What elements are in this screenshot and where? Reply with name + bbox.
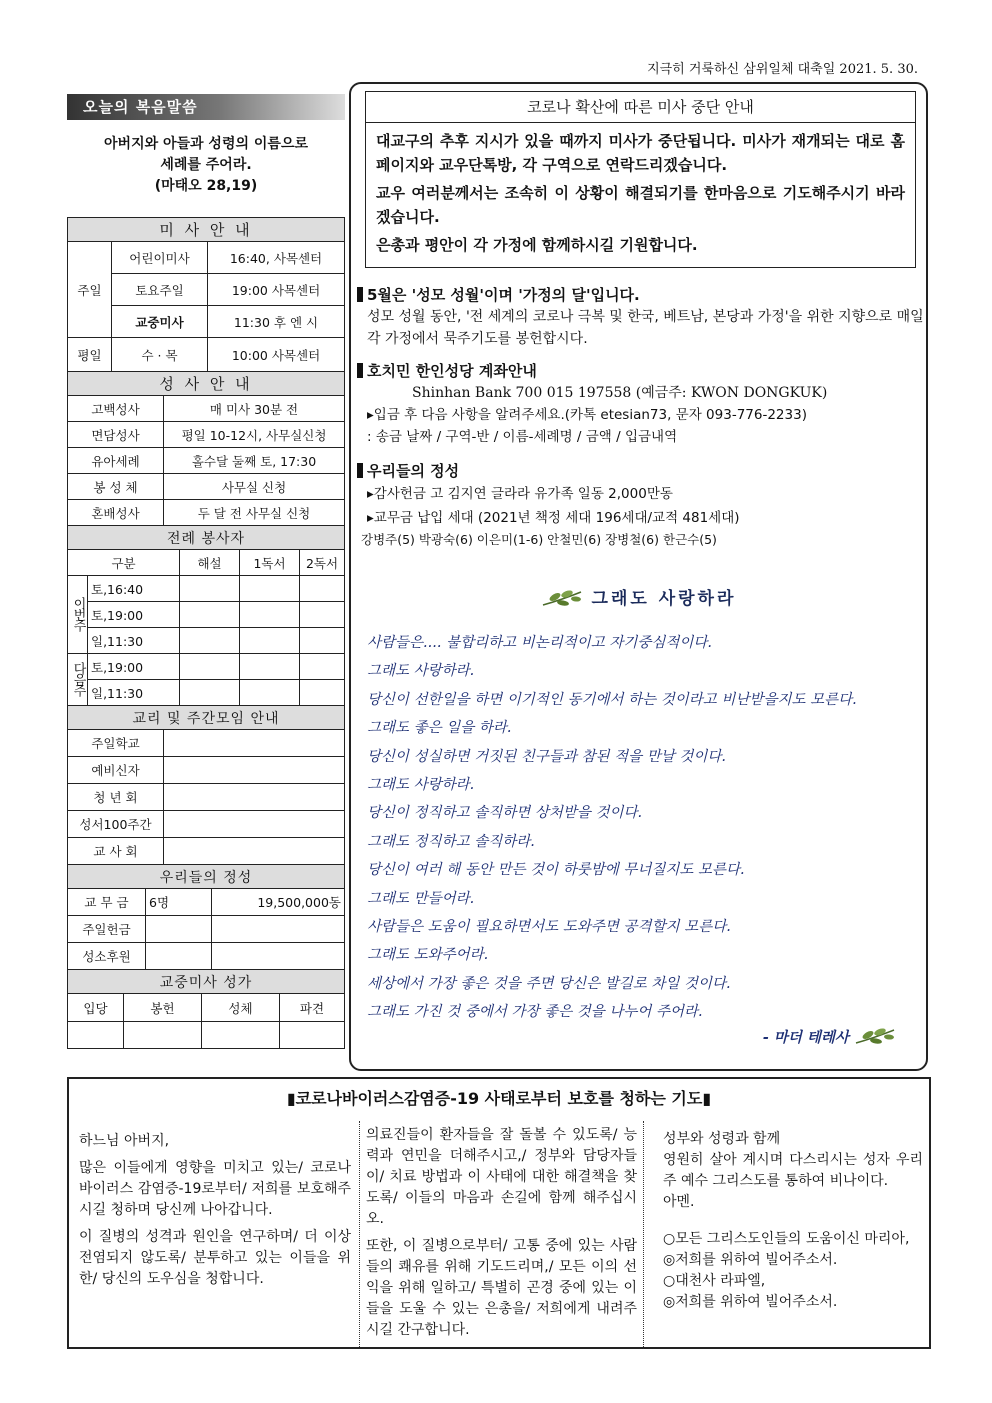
hymn-cell <box>124 1022 202 1049</box>
prayer-column-3 <box>663 1129 923 1313</box>
gospel-heading: 오늘의 복음말씀 <box>67 94 345 120</box>
server-slot: 토,16:40 <box>88 576 180 602</box>
devotion-line: ▸감사헌금 고 김지연 글라라 유가족 일동 2,000만동 <box>367 486 673 502</box>
hymn-col-dismissal: 파견 <box>280 994 345 1022</box>
meeting-value <box>164 838 345 865</box>
sacrament-name: 고백성사 <box>68 396 164 422</box>
this-week-label: 이번주 <box>68 576 88 654</box>
poem-line: 그래도 정직하고 솔직하라. <box>367 833 535 850</box>
hymn-col-entrance: 입당 <box>68 994 124 1022</box>
prayer-column-2 <box>359 1121 644 1347</box>
poem-line: 그래도 도와주어라. <box>367 947 489 964</box>
poem-line: 그래도 만들어라. <box>367 890 475 907</box>
server-cell <box>300 602 345 628</box>
server-cell <box>180 602 240 628</box>
meetings-table <box>67 705 345 865</box>
gospel-line: 세례를 주어라. <box>160 157 252 173</box>
server-slot: 일,11:30 <box>88 628 180 654</box>
server-slot: 토,19:00 <box>88 602 180 628</box>
prayer-paragraph: 하느님 아버지, <box>79 1133 170 1149</box>
mass-time: 16:40, 사목센터 <box>208 242 345 274</box>
sacrament-value: 홀수달 둘째 토, 17:30 <box>164 448 345 474</box>
dues-amount: 19,500,000동 <box>212 889 345 916</box>
poem-body <box>367 629 922 1026</box>
prayer-litany: ○대천사 라파엘, <box>663 1273 766 1289</box>
offering-cell <box>212 943 345 970</box>
sunday-label: 주일 <box>68 242 112 338</box>
account-instruction: ▸입금 후 다음 사항을 알려주세요.(카톡 etesian73, 문자 093-776-2233) <box>367 407 807 423</box>
meeting-value <box>164 784 345 811</box>
meeting-name: 성서100주간 <box>68 811 164 838</box>
meeting-value <box>164 811 345 838</box>
sacrament-name: 유아세례 <box>68 448 164 474</box>
gospel-verse <box>67 120 345 217</box>
hymn-col-offertory: 봉헌 <box>124 994 202 1022</box>
poem-line: 당신이 여러 해 동안 만든 것이 하룻밤에 무너질지도 모른다. <box>367 862 745 879</box>
poem-line: 그래도 좋은 일을 하라. <box>367 720 512 737</box>
col-reading1: 1독서 <box>240 550 300 576</box>
sacrament-value: 사무실 신청 <box>164 474 345 500</box>
prayer-paragraph: 의료진들이 환자들을 잘 돌볼 수 있도록/ 능력과 연민을 더해주시고,/ 정부와 담당자들이/ 치료 방법과 이 사태에 대한 해결책을 찾도록/ 이들의 마음과 손길에 함께 해주십시오. <box>366 1127 637 1227</box>
vocation-support-label: 성소후원 <box>68 943 146 970</box>
meeting-name: 청 년 회 <box>68 784 164 811</box>
mass-suspension-notice <box>365 91 916 268</box>
server-cell <box>240 628 300 654</box>
devotion-line: ▸교무금 납입 세대 (2021년 책정 세대 196세대/교적 481세대) <box>367 510 740 526</box>
sacrament-heading: 성 사 안 내 <box>68 372 345 396</box>
prayer-title: ▮코로나바이러스감염증-19 사태로부터 보호를 청하는 기도▮ <box>286 1089 712 1108</box>
server-cell <box>300 576 345 602</box>
servers-heading: 전례 봉사자 <box>68 526 345 550</box>
next-week-label: 다음주 <box>68 654 88 706</box>
hymn-cell <box>68 1022 124 1049</box>
prayer-litany: ◎저희를 위하여 빌어주소서. <box>663 1294 838 1310</box>
meeting-value <box>164 730 345 757</box>
server-cell <box>300 680 345 706</box>
meeting-value <box>164 757 345 784</box>
poem-signature: - 마더 테레사 <box>763 1026 896 1047</box>
hymns-table <box>67 969 345 1049</box>
server-cell <box>240 680 300 706</box>
mass-name: 수 · 목 <box>112 338 208 372</box>
server-cell <box>240 602 300 628</box>
server-cell <box>180 628 240 654</box>
hymns-heading: 교중미사 성가 <box>68 970 345 994</box>
server-slot: 일,11:30 <box>88 680 180 706</box>
meeting-name: 주일학교 <box>68 730 164 757</box>
meeting-name: 교 사 회 <box>68 838 164 865</box>
meetings-heading: 교리 및 주간모임 안내 <box>68 706 345 730</box>
offering-table <box>67 864 345 970</box>
hymn-cell <box>202 1022 280 1049</box>
bullet-square-icon <box>357 363 363 378</box>
notice-paragraph: 교우 여러분께서는 조속히 이 상황이 해결되기를 한마음으로 기도해주시기 바라겠습니다. <box>376 184 905 226</box>
poem-line: 당신이 성실하면 거짓된 친구들과 참된 적을 만날 것이다. <box>367 748 727 765</box>
account-format: : 송금 날짜 / 구역-반 / 이름-세례명 / 금액 / 입금내역 <box>367 429 678 445</box>
right-column <box>349 82 928 1071</box>
mass-heading: 미 사 안 내 <box>68 218 345 242</box>
notice-paragraph: 은총과 평안이 각 가정에 함께하시길 기원합니다. <box>376 236 698 254</box>
devotion-names: 강병주(5) 박광숙(6) 이은미(1-6) 안철민(6) 장병철(6) 한근수(5) <box>361 532 717 547</box>
server-slot: 토,19:00 <box>88 654 180 680</box>
prayer-paragraph: 또한, 이 질병으로부터/ 고통 중에 있는 사람들의 쾌유를 위해 기도드리며,/ 모든 이의 선익을 위해 일하고/ 특별히 곤경 중에 있는 이들을 도울 수 있는 은총을/ 저희에게 내려주시길 간구합니다. <box>366 1238 637 1338</box>
offering-cell <box>146 916 212 943</box>
server-cell <box>300 654 345 680</box>
sacrament-name: 혼배성사 <box>68 500 164 526</box>
notice-title: 코로나 확산에 따른 미사 중단 안내 <box>366 92 915 123</box>
poem-line: 그래도 사랑하라. <box>367 663 475 680</box>
mass-time: 19:00 사목센터 <box>208 274 345 306</box>
gospel-line: 아버지와 아들과 성령의 이름으로 <box>104 136 308 152</box>
prayer-paragraph: 이 질병의 성격과 원인을 연구하며/ 더 이상 전염되지 않도록/ 분투하고 있는 이들을 위한/ 당신의 도우심을 청합니다. <box>79 1229 351 1287</box>
bullet-square-icon <box>357 463 363 478</box>
server-cell <box>180 654 240 680</box>
sacrament-name: 봉 성 체 <box>68 474 164 500</box>
mass-schedule-table <box>67 217 345 372</box>
notice-body <box>366 123 915 267</box>
leaf-branch-icon <box>854 1026 896 1046</box>
poem-title <box>351 584 926 609</box>
mass-time: 10:00 사목센터 <box>208 338 345 372</box>
servers-table <box>67 525 345 706</box>
mass-name: 어린이미사 <box>112 242 208 274</box>
notice-paragraph: 대교구의 추후 지시가 있을 때까지 미사가 중단됩니다. 미사가 재개되는 대로 홈페이지와 교우단톡방, 각 구역으로 연락드리겠습니다. <box>376 132 905 174</box>
prayer-line: 영원히 살아 계시며 다스리시는 성자 우리 주 예수 그리스도를 통하여 비나이다. <box>663 1152 923 1189</box>
poem-line: 당신이 정직하고 솔직하면 상처받을 것이다. <box>367 805 643 822</box>
left-column <box>67 94 345 1049</box>
server-cell <box>300 628 345 654</box>
offering-cell <box>212 916 345 943</box>
covid-prayer-box <box>67 1077 931 1349</box>
prayer-line: 성부와 성령과 함께 <box>663 1131 781 1147</box>
poem-line: 그래도 사랑하라. <box>367 776 475 793</box>
leaf-branch-icon <box>541 588 583 608</box>
may-title: 5월은 '성모 성월'이며 '가정의 달'입니다. <box>357 284 924 306</box>
meeting-name: 예비신자 <box>68 757 164 784</box>
prayer-litany: ○모든 그리스도인들의 도움이신 마리아, <box>663 1231 910 1247</box>
may-body: 성모 성월 동안, '전 세계의 코로나 극복 및 한국, 베트남, 본당과 가정'을 위한 지향으로 매일 각 가정에서 묵주기도를 봉헌합시다. <box>367 309 924 347</box>
prayer-paragraph: 많은 이들에게 영향을 미치고 있는/ 코로나 바이러스 감염증-19로부터/ 저희를 보호해주시길 청하며 당신께 나아갑니다. <box>79 1160 351 1218</box>
bulletin-date: 지극히 거룩하신 삼위일체 대축일 2021. 5. 30. <box>647 62 918 77</box>
gospel-reference: (마태오 28,19) <box>154 178 258 194</box>
mass-time: 11:30 후 엔 시 <box>208 306 345 338</box>
server-cell <box>240 654 300 680</box>
server-cell <box>240 576 300 602</box>
hymn-cell <box>280 1022 345 1049</box>
dues-count: 6명 <box>146 889 212 916</box>
col-gubun: 구분 <box>68 550 180 576</box>
poem-line: 사람들은 도움이 필요하면서도 도와주면 공격할지 모른다. <box>367 918 731 935</box>
sacrament-value: 매 미사 30분 전 <box>164 396 345 422</box>
poem-line: 그래도 가진 것 중에서 가장 좋은 것을 나누어 주어라. <box>367 1004 703 1021</box>
poem-line: 사람들은.... 불합리하고 비논리적이고 자기중심적이다. <box>367 635 713 651</box>
weekday-label: 평일 <box>68 338 112 372</box>
col-reading2: 2독서 <box>300 550 345 576</box>
poem-line: 당신이 선한일을 하면 이기적인 동기에서 하는 것이라고 비난받을지도 모른다. <box>367 691 857 708</box>
server-cell <box>180 680 240 706</box>
poem-line: 세상에서 가장 좋은 것을 주면 당신은 발길로 차일 것이다. <box>367 975 731 992</box>
mass-name: 교중미사 <box>112 306 208 338</box>
dues-label: 교 무 금 <box>68 889 146 916</box>
hymn-col-communion: 성체 <box>202 994 280 1022</box>
poem-title-text: 그래도 사랑하라 <box>591 589 737 609</box>
devotion-title: 우리들의 정성 <box>357 460 924 482</box>
col-explain: 해설 <box>180 550 240 576</box>
prayer-column-1 <box>79 1131 351 1296</box>
sacrament-table <box>67 371 345 526</box>
account-title: 호치민 한인성당 계좌안내 <box>357 360 924 382</box>
offering-heading: 우리들의 정성 <box>68 865 345 889</box>
devotion-section <box>357 460 924 550</box>
sunday-offering-label: 주일헌금 <box>68 916 146 943</box>
sacrament-name: 면담성사 <box>68 422 164 448</box>
may-section <box>357 284 924 350</box>
bullet-square-icon <box>357 287 363 302</box>
offering-cell <box>146 943 212 970</box>
sacrament-value: 두 달 전 사무실 신청 <box>164 500 345 526</box>
account-bank: Shinhan Bank 700 015 197558 (예금주: KWON DONGKUK) <box>412 385 828 401</box>
prayer-line: 아멘. <box>663 1194 695 1210</box>
mass-name: 토요주일 <box>112 274 208 306</box>
prayer-litany: ◎저희를 위하여 빌어주소서. <box>663 1252 838 1268</box>
server-cell <box>180 576 240 602</box>
sacrament-value: 평일 10-12시, 사무실신청 <box>164 422 345 448</box>
account-section <box>357 360 924 448</box>
